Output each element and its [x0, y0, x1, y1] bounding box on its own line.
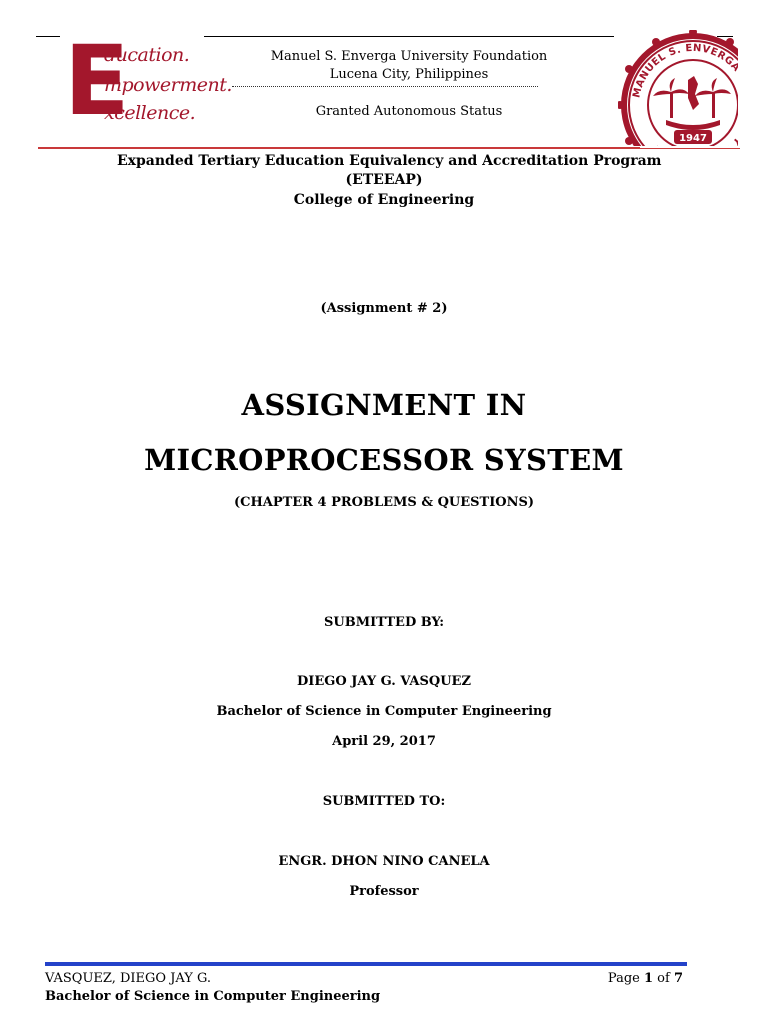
- header-rule-middle: [202, 36, 614, 37]
- page-of: of: [657, 971, 670, 986]
- autonomous-status: Granted Autonomous Status: [315, 104, 503, 119]
- submitted-to-label: SUBMITTED TO:: [322, 794, 446, 809]
- seal-ring-text: MANUEL S. ENVERGA UNIVERSITY FOUNDATION: [631, 42, 756, 168]
- university-motto-logo: [62, 25, 232, 137]
- program-title: Expanded Tertiary Education Equivalency and Accreditation Program: [117, 153, 662, 168]
- header-red-rule-tail: [640, 148, 740, 149]
- page-current: 1: [643, 971, 654, 986]
- footer-blue-rule: [45, 962, 687, 966]
- footer-student-name: VASQUEZ, DIEGO JAY G.: [45, 971, 212, 986]
- seal-icon: [618, 30, 756, 168]
- college-name: College of Engineering: [293, 192, 475, 208]
- university-name: Manuel S. Enverga University Foundation: [270, 49, 548, 64]
- chapter-subtitle: (CHAPTER 4 PROBLEMS & QUESTIONS): [233, 495, 535, 510]
- assignment-number: (Assignment # 2): [320, 301, 448, 316]
- page-total: 7: [673, 971, 683, 986]
- submitted-by-label: SUBMITTED BY:: [323, 615, 444, 630]
- footer-degree: Bachelor of Science in Computer Engineering: [45, 989, 381, 1004]
- submission-date: April 29, 2017: [332, 734, 436, 749]
- page-word: Page: [607, 971, 640, 986]
- student-name: DIEGO JAY G. VASQUEZ: [297, 674, 471, 689]
- program-abbreviation: (ETEEAP): [345, 172, 423, 188]
- logo-line-excellence: xcellence.: [104, 102, 196, 124]
- logo-line-empowerment: mpowerment.: [104, 74, 232, 96]
- document-title-line-1: ASSIGNMENT IN: [241, 388, 527, 422]
- header-rule-left: [36, 36, 60, 37]
- page-number: [560, 971, 683, 986]
- professor-name: ENGR. DHON NINO CANELA: [278, 854, 490, 869]
- header-dotted-separator: [232, 86, 538, 87]
- professor-title: Professor: [349, 884, 419, 899]
- university-seal: [618, 30, 756, 168]
- logo-line-education: ducation.: [104, 44, 190, 66]
- header-red-rule: [38, 147, 640, 149]
- seal-year: 1947: [679, 133, 707, 144]
- logo-big-e: E: [64, 25, 126, 137]
- university-city: Lucena City, Philippines: [329, 67, 489, 82]
- student-degree: Bachelor of Science in Computer Engineering: [216, 704, 552, 719]
- document-title-line-2: MICROPROCESSOR SYSTEM: [144, 443, 624, 477]
